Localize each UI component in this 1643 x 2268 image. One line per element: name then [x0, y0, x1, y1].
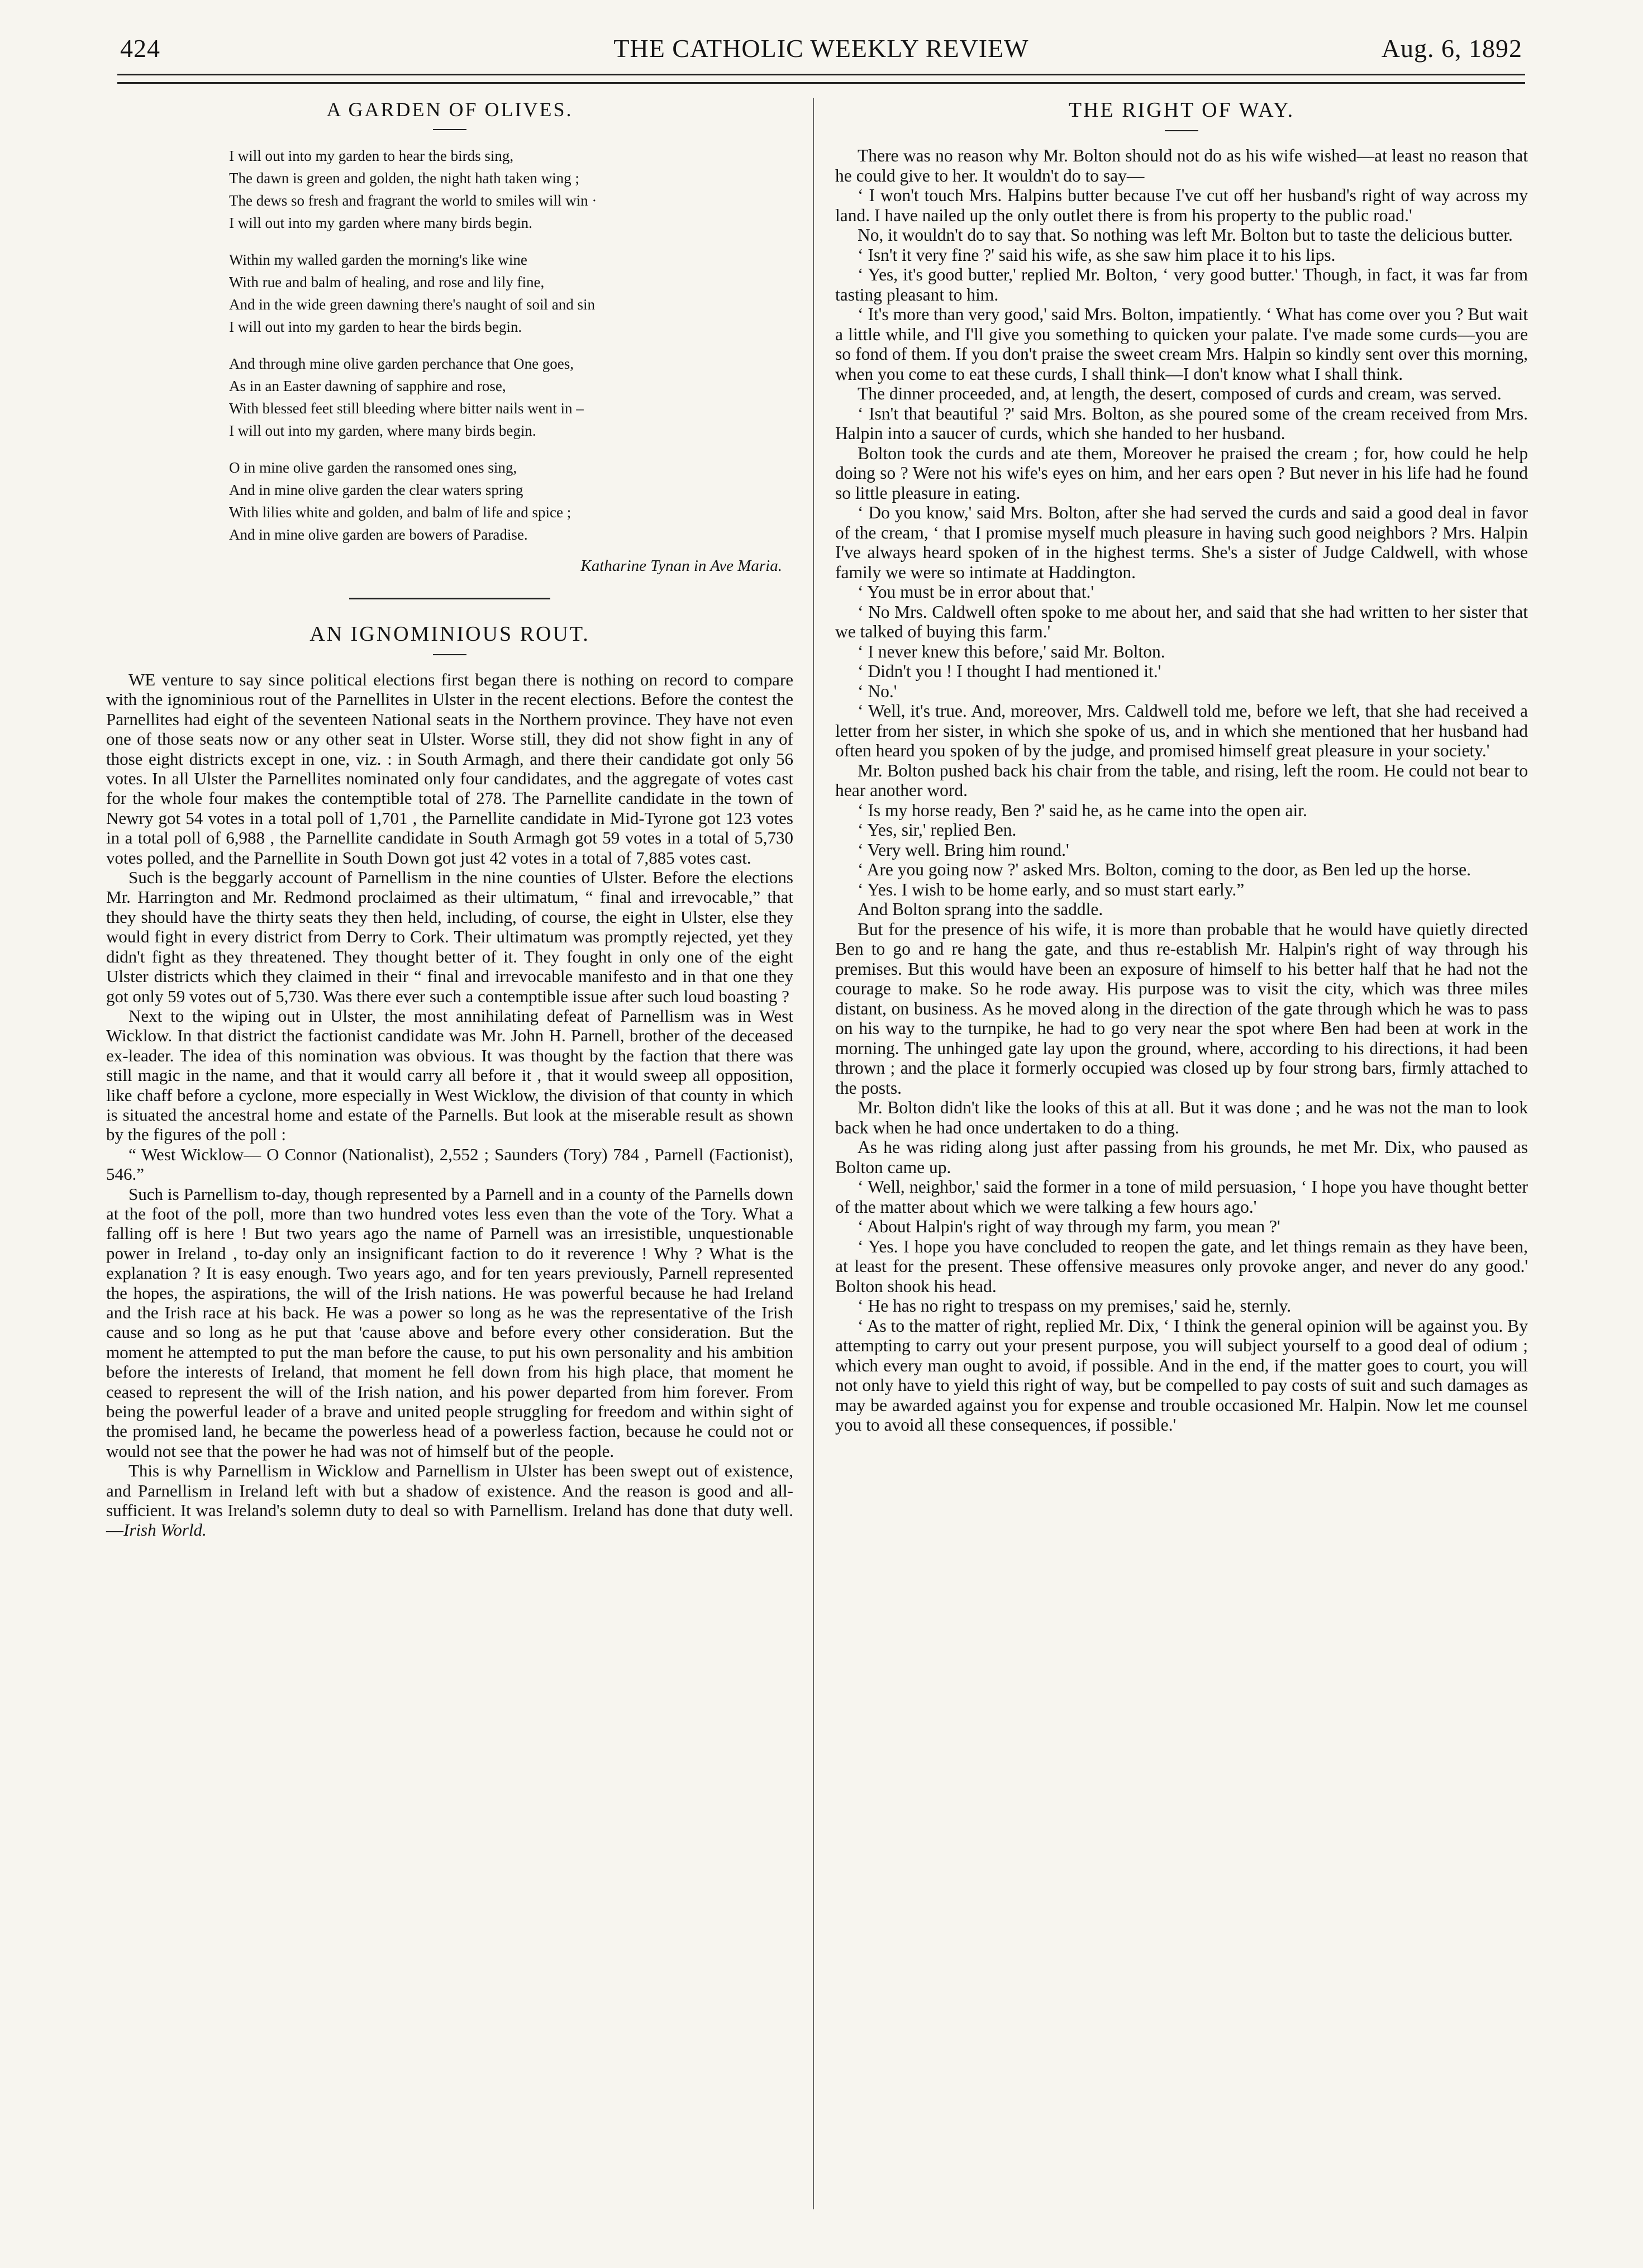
story-paragraph: ‘ Are you going now ?' asked Mrs. Bolton, coming to the door, as Ben led up the horse.: [858, 860, 1471, 879]
story-paragraph: ‘ Isn't that beautiful ?' said Mrs. Bolton, as she poured some of the cream received from Mrs. Halpin into a saucer of curds, which she handed to her husband.: [835, 403, 1528, 443]
rout-paragraph: Next to the wiping out in Ulster, the most annihilating defeat of Parnellism was in West Wicklow. In that district the factionist candidate was Mr. John H. Parnell, brother of the deceased ex-leader. The idea of this nomination was obvious. It was thought by the faction that there was still magic in the name, and that it would carry all before it , that it would sweep all opposition, like chaff before a cyclone, more especially in West Wicklow, the division of that county in which is situated the ancestral home and estate of the Parnells. But look at the miserable result as shown by the figures of the poll :: [106, 1006, 793, 1145]
masthead-rule: [117, 74, 1525, 84]
poem-line: I will out into my garden, where many birds begin.: [229, 422, 536, 439]
story-paragraph: ‘ I won't touch Mrs. Halpins butter because I've cut off her husband's right of way across my land. I have nailed up the only outlet there is from his property to the public road.': [835, 185, 1528, 225]
story-paragraph: No, it wouldn't do to say that. So nothing was left Mr. Bolton but to taste the delicious butter.: [858, 225, 1513, 245]
poem-stanza: [229, 456, 793, 546]
story-paragraph: ‘ He has no right to trespass on my premises,' said he, sternly.: [858, 1296, 1292, 1316]
journal-title: THE CATHOLIC WEEKLY REVIEW: [613, 34, 1029, 63]
poem-line: The dawn is green and golden, the night hath taken wing ;: [229, 170, 579, 187]
rout-title-rule: [433, 654, 466, 655]
story-paragraph: ‘ No.': [858, 681, 897, 701]
poem-line: I will out into my garden to hear the birds sing,: [229, 147, 514, 164]
rout-paragraph: WE venture to say since political elections first began there is nothing on record to compare with the ignominious rout of the Parnellites in Ulster in the recent elections. Before the contest the Parnellites had eight of the seventeen National seats in the Northern province. They have not even one of those seats now or any other seat in Ulster. Worse still, they did not show fight in any of those eight districts except in one, viz. : in South Armagh, and there their candidate got only 56 votes. In all Ulster the Parnellites nominated only four candidates, and the aggregate of votes cast for the whole four makes the contemptible total of 278. The Parnellite candidate in the town of Newry got 54 votes in a total poll of 1,701 , the Parnellite candidate in Mid-Tyrone got 123 votes in a total poll of 6,988 , the Parnellite candidate in South Armagh got 59 votes in a total of 5,730 votes polled, and the Parnellite in South Down got just 42 votes in a total of 7,885 votes cast.: [106, 670, 793, 868]
left-column: [106, 98, 793, 1540]
page-number: 424: [120, 34, 160, 63]
story-paragraph: ‘ Isn't it very fine ?' said his wife, as she saw him place it to his lips.: [858, 245, 1336, 265]
story-paragraph: ‘ Yes, it's good butter,' replied Mr. Bolton, ‘ very good butter.' Though, in fact, it was far from tasting pleasant to him.: [835, 265, 1528, 304]
story-title-rule: [1165, 130, 1198, 131]
story-paragraph: ‘ Yes. I hope you have concluded to reopen the gate, and let things remain as they have been, at least for the present. These offensive measures only provoke anger, and never do any good.' Bolton shook his head.: [835, 1236, 1528, 1296]
rout-source: Irish World.: [123, 1520, 207, 1540]
rout-title: AN IGNOMINIOUS ROUT.: [309, 622, 590, 646]
poem-line: With rue and balm of healing, and rose and lily fine,: [229, 274, 545, 290]
story-paragraph: ‘ Didn't you ! I thought I had mentioned it.': [858, 661, 1161, 681]
rout-paragraph: “ West Wicklow— O Connor (Nationalist), 2,552 ; Saunders (Tory) 784 , Parnell (Factionist), 546.”: [106, 1144, 793, 1184]
story-paragraph: ‘ Do you know,' said Mrs. Bolton, after she had served the curds and said a good deal in favor of the cream, ‘ that I promise myself much pleasure in having such good neighbors ? Mrs. Halpin I've always heard spoken of in the highest terms. She's a sister of Judge Caldwell, with whose family we were so intimate at Haddington.: [835, 503, 1528, 582]
story-paragraph: ‘ I never knew this before,' said Mr. Bolton.: [858, 641, 1165, 661]
story-paragraph: The dinner proceeded, and, at length, the desert, composed of curds and cream, was served.: [858, 384, 1502, 403]
poem-line: Within my walled garden the morning's like wine: [229, 251, 527, 268]
story-paragraph: But for the presence of his wife, it is more than probable that he would have quietly directed Ben to go and re hang the gate, and thus re-establish Mr. Halpin's right of way through his premises. But this would have been an exposure of himself to his better half that he had not the courage to make. So he rode away. His purpose was to visit the city, which was three miles distant, on business. As he moved along in the direction of the gate through which he was to pass on his way to the turnpike, he had to go very near the spot where Ben had been at work in the morning. The unhinged gate lay upon the ground, where, according to his directions, it had been thrown ; and the place it formerly occupied was closed up by four strong bars, firmly attached to the posts.: [835, 919, 1528, 1098]
section-divider: [349, 598, 550, 599]
story-paragraph: There was no reason why Mr. Bolton should not do as his wife wished—at least no reason that he could give to her. It wouldn't do to say—: [835, 146, 1528, 185]
poem-line: And in mine olive garden the clear waters spring: [229, 482, 523, 498]
story-paragraph: ‘ Well, neighbor,' said the former in a tone of mild persuasion, ‘ I hope you have thought better of the matter about which we were talking a few hours ago.': [835, 1177, 1528, 1217]
story-paragraph: ‘ About Halpin's right of way through my farm, you mean ?': [858, 1217, 1280, 1236]
poem-line: I will out into my garden to hear the birds begin.: [229, 318, 522, 335]
story-paragraph: ‘ Well, it's true. And, moreover, Mrs. Caldwell told me, before we left, that she had received a letter from her sister, in which she spoke of us, and in which she mentioned that her husband had often heard you spoken of by the judge, and promised himself great pleasure in your society.': [835, 701, 1528, 760]
poem-attribution: Katharine Tynan in Ave Maria.: [580, 557, 782, 575]
issue-date: Aug. 6, 1892: [1381, 34, 1522, 63]
story-paragraph: ‘ It's more than very good,' said Mrs. Bolton, impatiently. ‘ What has come over you ? But wait a little while, and I'll give you something to quicken your palate. I've made some curds—you are so fond of them. If you don't praise the sweet cream Mrs. Halpin so kindly sent over this morning, when you come to eat these curds, I shall think—I don't know what I shall think.: [835, 304, 1528, 384]
story-title: THE RIGHT OF WAY.: [1068, 98, 1295, 122]
story-body: [835, 146, 1528, 1435]
rout-paragraph: This is why Parnellism in Wicklow and Parnellism in Ulster has been swept out of existence, and Parnellism in Ireland left with but a shadow of existence. And the reason is good and all-sufficient. It was Ireland's solemn duty to deal so with Parnellism. Ireland has done that duty well.—Irish World.: [106, 1461, 793, 1540]
poem-line: As in an Easter dawning of sapphire and rose,: [229, 378, 506, 394]
masthead: [120, 34, 1522, 67]
poem-line: And in mine olive garden are bowers of Paradise.: [229, 526, 528, 543]
poem-title-rule: [433, 129, 466, 130]
story-paragraph: ‘ Very well. Bring him round.': [858, 840, 1069, 860]
poem-title: A GARDEN OF OLIVES.: [326, 98, 573, 121]
story-paragraph: Mr. Bolton pushed back his chair from the table, and rising, left the room. He could not bear to hear another word.: [835, 760, 1528, 800]
story-paragraph: ‘ Is my horse ready, Ben ?' said he, as he came into the open air.: [858, 800, 1307, 820]
poem-stanza: [229, 145, 793, 234]
rout-paragraph: Such is the beggarly account of Parnellism in the nine counties of Ulster. Before the elections Mr. Harrington and Mr. Redmond proclaimed as their ultimatum, “ final and irrevocable,” that they should have the thirty seats they then held, including, of course, the eight in Ulster, else they would fight in every district from Derry to Cork. Their ultimatum was promptly rejected, yet they didn't fight as they threatened. They thought better of it. They fought in only one of the eight Ulster districts which they claimed in their “ final and irrevocable manifesto and in that one they got only 59 votes out of 5,730. Was there ever such a contemptible issue after such loud boasting ?: [106, 868, 793, 1006]
story-paragraph: ‘ You must be in error about that.': [858, 582, 1094, 602]
column-divider: [813, 98, 814, 2209]
poem-line: I will out into my garden where many birds begin.: [229, 215, 532, 231]
poem-line: O in mine olive garden the ransomed ones sing,: [229, 459, 517, 476]
story-paragraph: As he was riding along just after passing from his grounds, he met Mr. Dix, who paused as Bolton came up.: [835, 1137, 1528, 1177]
story-paragraph: ‘ Yes. I wish to be home early, and so must start early.”: [858, 879, 1245, 899]
story-paragraph: ‘ As to the matter of right, replied Mr. Dix, ‘ I think the general opinion will be against you. By attempting to carry out your present purpose, you will subject yourself to a good deal of odium ; which every man ought to avoid, if possible. And in the end, if the matter goes to court, you will not only have to yield this right of way, but be compelled to pay costs of suit and such damages as may be awarded against you for expense and trouble occasioned Mr. Halpin. Now let me counsel you to avoid all these consequences, if possible.': [835, 1316, 1528, 1435]
poem-line: With blessed feet still bleeding where bitter nails went in –: [229, 400, 584, 417]
story-paragraph: Mr. Bolton didn't like the looks of this at all. But it was done ; and he was not the man to look back when he had once undertaken to do a thing.: [835, 1098, 1528, 1137]
story-paragraph: ‘ No Mrs. Caldwell often spoke to me about her, and said that she had written to her sister that we talked of buying this farm.': [835, 602, 1528, 641]
story-paragraph: ‘ Yes, sir,' replied Ben.: [858, 820, 1017, 840]
rout-article-body: [106, 670, 793, 1540]
poem-stanza: [229, 352, 793, 442]
poem-line: And through mine olive garden perchance that One goes,: [229, 355, 574, 372]
poem-line: And in the wide green dawning there's naught of soil and sin: [229, 296, 595, 313]
poem-line: With lilies white and golden, and balm of life and spice ;: [229, 504, 572, 521]
right-column: [835, 98, 1528, 1435]
poem-line: The dews so fresh and fragrant the world to smiles will win ·: [229, 192, 597, 209]
story-paragraph: And Bolton sprang into the saddle.: [858, 899, 1103, 919]
rout-paragraph: Such is Parnellism to-day, though represented by a Parnell and in a county of the Parnells down at the foot of the poll, more than two hundred votes less even than the vote of the Tory. What a falling off is here ! But two years ago the name of Parnell was an irresistible, unquestionable power in Ireland , to-day only an insignificant faction to do it reverence ! Why ? What is the explanation ? It is easy enough. Two years ago, and for ten years previously, Parnell represented the hopes, the aspirations, the will of the Irish nations. He was powerful because he had Ireland and the Irish race at his back. He was a power so long as he was the representative of the Irish cause and so long as he put that 'cause above and before every other consideration. But the moment he attempted to put the man before the cause, to put his own personality and his ambition before the interests of Ireland, that moment he fell down from his high place, that moment he ceased to represent the will of the Irish nation, and his power departed from him forever. From being the powerful leader of a brave and united people struggling for freedom and within sight of the promised land, he became the powerless head of a powerless faction, because he could not or would not see that the power he had was not of himself but of the people.: [106, 1184, 793, 1461]
source-dash: —: [106, 1520, 123, 1540]
poem-stanza: [229, 249, 793, 338]
story-paragraph: Bolton took the curds and ate them, Moreover he praised the cream ; for, how could he help doing so ? Were not his wife's eyes on him, and her ears open ? But never in his life had he found so little pleasure in eating.: [835, 443, 1528, 503]
poem-body: [229, 145, 793, 546]
